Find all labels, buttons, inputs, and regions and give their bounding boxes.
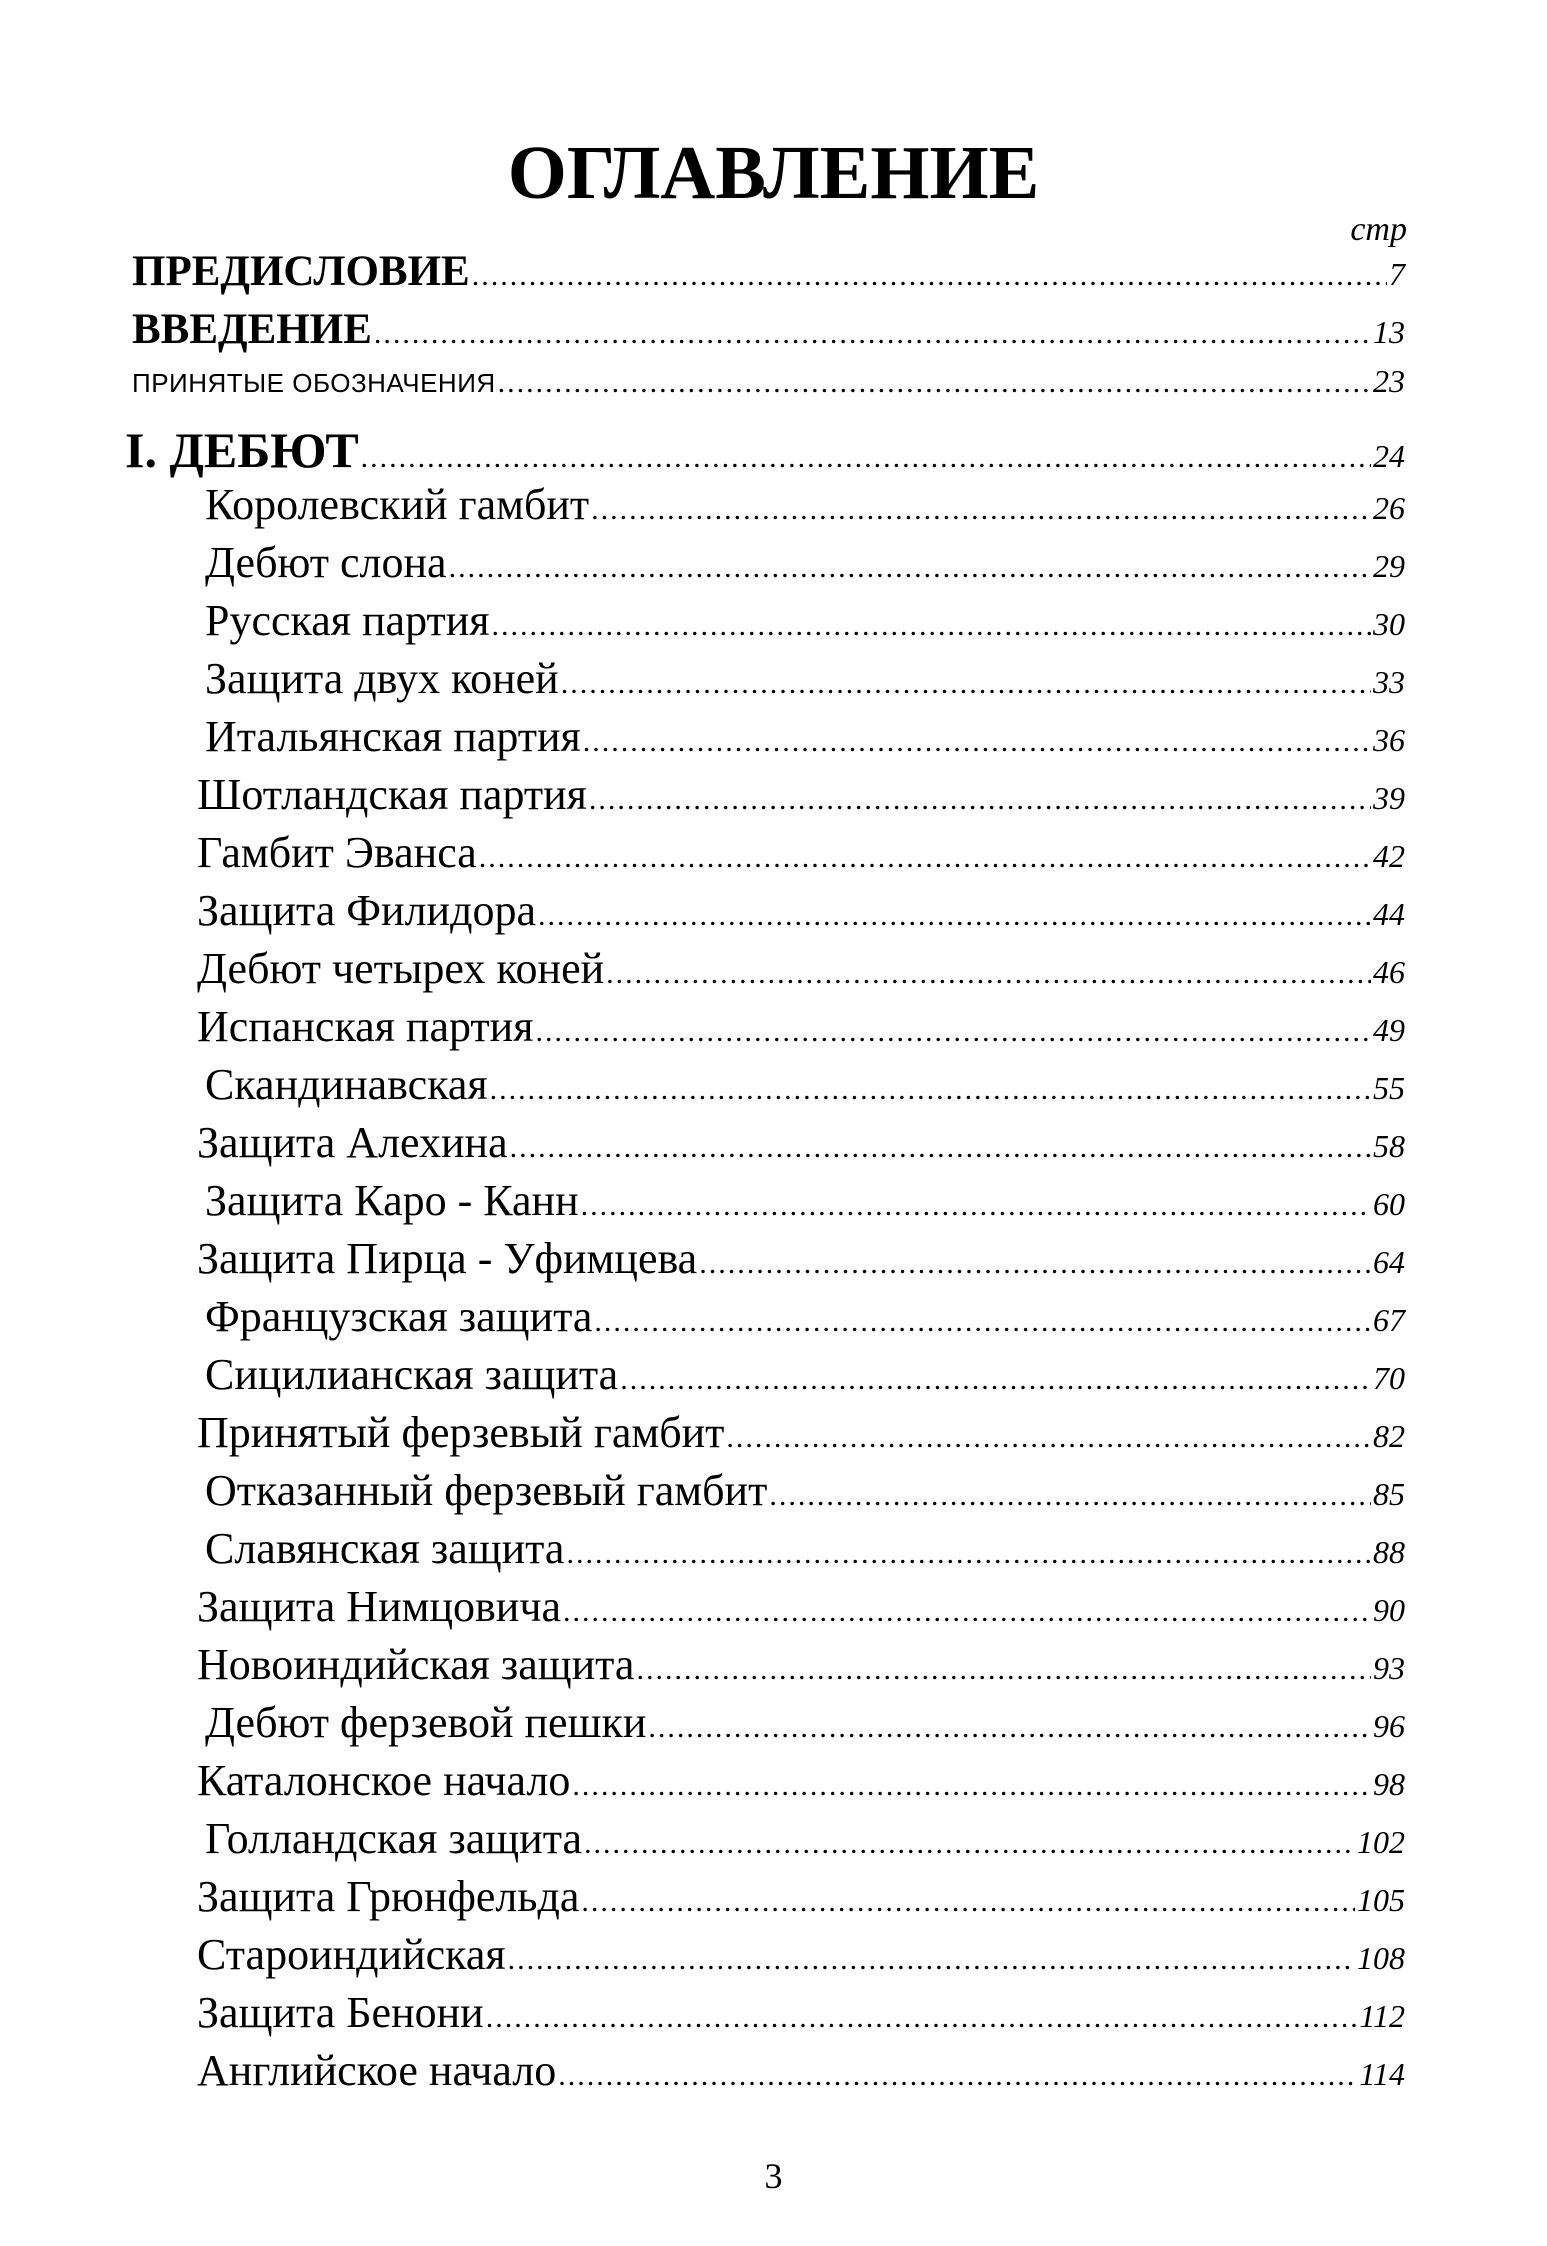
toc-entry[interactable] <box>0 421 1547 479</box>
toc-entry-title: Шотландская партия <box>197 770 587 819</box>
toc-entry-title: Гамбит Эванса <box>197 828 477 877</box>
toc-entry-page: 60 <box>1373 1186 1405 1222</box>
dot-leader <box>726 1421 1371 1455</box>
dot-leader <box>620 1363 1371 1397</box>
toc-entry-title: Защита Каро - Канн <box>205 1176 579 1225</box>
toc-entry-page: 58 <box>1373 1128 1405 1164</box>
toc-entry-title: Сицилианская защита <box>205 1350 619 1399</box>
toc-entry-page: 26 <box>1373 490 1405 526</box>
toc-entry-title: Итальянская партия <box>205 712 581 761</box>
dot-leader <box>769 1479 1371 1513</box>
page-title: ОГЛАВЛЕНИЕ <box>507 131 1040 215</box>
dot-leader <box>472 259 1387 293</box>
toc-entry-page: 82 <box>1373 1418 1405 1454</box>
toc-entry-page: 85 <box>1373 1476 1405 1512</box>
dot-leader <box>606 957 1371 991</box>
toc-entry-page: 46 <box>1373 954 1405 990</box>
toc-entry[interactable] <box>0 479 1547 537</box>
toc-entry-page: 30 <box>1373 606 1405 642</box>
toc-entry-title: Дебют слона <box>205 538 447 587</box>
toc-entry-page: 44 <box>1373 896 1405 932</box>
toc-entry-title: Защита Пирца - Уфимцева <box>197 1234 698 1283</box>
toc-entry-page: 24 <box>1373 438 1405 474</box>
toc-entry-page: 64 <box>1373 1244 1405 1280</box>
toc-entry-page: 105 <box>1357 1882 1405 1918</box>
toc-entry[interactable] <box>0 1697 1547 1755</box>
toc-entry-title: Дебют четырех коней <box>197 944 605 993</box>
toc-entry-page: 39 <box>1373 780 1405 816</box>
dot-leader <box>449 551 1371 585</box>
toc-entry[interactable] <box>0 1349 1547 1407</box>
toc-entry[interactable] <box>0 247 1547 305</box>
toc-entry[interactable] <box>0 653 1547 711</box>
toc-entry[interactable] <box>0 537 1547 595</box>
toc-entry[interactable] <box>0 1581 1547 1639</box>
toc-entry[interactable] <box>0 1465 1547 1523</box>
toc-entry-page: 93 <box>1373 1650 1405 1686</box>
toc-entry[interactable] <box>0 1407 1547 1465</box>
toc-entry[interactable] <box>0 595 1547 653</box>
toc-entry-page: 70 <box>1373 1360 1405 1396</box>
dot-leader <box>538 899 1371 933</box>
toc-entry-page: 49 <box>1373 1012 1405 1048</box>
toc-entry[interactable] <box>0 711 1547 769</box>
toc-entry-title: I. ДЕБЮТ <box>125 422 359 478</box>
dot-leader <box>486 2001 1358 2035</box>
dot-leader <box>566 1537 1371 1571</box>
dot-leader <box>361 441 1371 475</box>
toc-entry[interactable] <box>0 769 1547 827</box>
toc-entry[interactable] <box>0 885 1547 943</box>
page-number: 3 <box>764 2156 783 2196</box>
dot-leader <box>594 1305 1371 1339</box>
toc-entry-title: Скандинавская <box>205 1060 488 1109</box>
toc-entry[interactable] <box>0 305 1547 363</box>
toc-entry[interactable] <box>0 1117 1547 1175</box>
dot-leader <box>561 667 1371 701</box>
toc-entry-title: Староиндийская <box>197 1930 506 1979</box>
toc-entry[interactable] <box>0 363 1547 421</box>
toc-entry[interactable] <box>0 1639 1547 1697</box>
dot-leader <box>581 1189 1371 1223</box>
toc-entry[interactable] <box>0 1929 1547 1987</box>
dot-leader <box>492 609 1371 643</box>
toc-entry-title: ПРЕДИСЛОВИЕ <box>132 248 470 295</box>
toc-entry-title: Защита Бенони <box>197 1988 484 2037</box>
dot-leader <box>699 1247 1371 1281</box>
toc-entry-title: Защита Филидора <box>197 886 537 935</box>
dot-leader <box>563 1595 1371 1629</box>
toc-entry-page: 114 <box>1359 2056 1405 2092</box>
dot-leader <box>648 1711 1371 1745</box>
toc-entry-page: 29 <box>1373 548 1405 584</box>
dot-leader <box>584 1827 1355 1861</box>
toc-entry-title: Каталонское начало <box>197 1756 571 1805</box>
toc-entry-title: Новоиндийская защита <box>197 1640 635 1689</box>
dot-leader <box>572 1769 1371 1803</box>
toc-entry-page: 88 <box>1373 1534 1405 1570</box>
toc-entry[interactable] <box>0 2045 1547 2103</box>
toc-entry[interactable] <box>0 1175 1547 1233</box>
toc-entry[interactable] <box>0 1291 1547 1349</box>
toc-entry[interactable] <box>0 1755 1547 1813</box>
toc-entry-page: 33 <box>1373 664 1405 700</box>
toc-entry-page: 98 <box>1373 1766 1405 1802</box>
toc-entry-title: Отказанный ферзевый гамбит <box>205 1466 768 1515</box>
dot-leader <box>510 1131 1371 1165</box>
dot-leader <box>591 493 1371 527</box>
toc-entry[interactable] <box>0 1523 1547 1581</box>
toc-entry[interactable] <box>0 1871 1547 1929</box>
toc-entry-page: 36 <box>1373 722 1405 758</box>
dot-leader <box>479 841 1371 875</box>
toc-entry-page: 55 <box>1373 1070 1405 1106</box>
toc-entry-page: 23 <box>1373 363 1405 399</box>
toc-entry[interactable] <box>0 1987 1547 2045</box>
dot-leader <box>535 1015 1371 1049</box>
toc-entry-title: Русская партия <box>205 596 490 645</box>
toc-entry[interactable] <box>0 827 1547 885</box>
toc-entry-title: Французская защита <box>205 1292 593 1341</box>
dot-leader <box>589 783 1371 817</box>
toc-entry-page: 90 <box>1373 1592 1405 1628</box>
toc-entry-title: ВВЕДЕНИЕ <box>132 306 372 353</box>
toc-entry-title: Королевский гамбит <box>205 480 590 529</box>
page-column-header: стр <box>1350 211 1407 248</box>
toc-entry[interactable] <box>0 1001 1547 1059</box>
toc-entry-page: 7 <box>1389 256 1405 292</box>
toc-entry-page: 67 <box>1373 1302 1405 1338</box>
toc-entry[interactable] <box>0 1813 1547 1871</box>
table-of-contents <box>0 247 1547 2103</box>
toc-entry-title: ПРИНЯТЫЕ ОБОЗНАЧЕНИЯ <box>132 368 496 398</box>
dot-leader <box>583 725 1371 759</box>
toc-entry-page: 96 <box>1373 1708 1405 1744</box>
dot-leader <box>374 317 1371 351</box>
dot-leader <box>508 1943 1355 1977</box>
toc-entry[interactable] <box>0 943 1547 1001</box>
toc-entry-title: Дебют ферзевой пешки <box>205 1698 647 1747</box>
toc-entry-page: 13 <box>1373 314 1405 350</box>
toc-entry-title: Принятый ферзевый гамбит <box>197 1408 725 1457</box>
dot-leader <box>558 2059 1357 2093</box>
toc-entry-title: Английское начало <box>197 2046 557 2095</box>
toc-entry-page: 112 <box>1359 1998 1405 2034</box>
dot-leader <box>581 1885 1355 1919</box>
dot-leader <box>498 366 1371 400</box>
toc-entry-title: Защита Нимцовича <box>197 1582 561 1631</box>
toc-entry-page: 42 <box>1373 838 1405 874</box>
toc-entry[interactable] <box>0 1059 1547 1117</box>
toc-entry-title: Защита Алехина <box>197 1118 508 1167</box>
dot-leader <box>636 1653 1371 1687</box>
toc-entry-title: Славянская защита <box>205 1524 565 1573</box>
toc-entry-title: Голландская защита <box>205 1814 583 1863</box>
toc-entry-title: Защита Грюнфельда <box>197 1872 580 1921</box>
dot-leader <box>490 1073 1371 1107</box>
toc-entry-title: Испанская партия <box>197 1002 534 1051</box>
toc-entry-page: 108 <box>1357 1940 1405 1976</box>
toc-entry[interactable] <box>0 1233 1547 1291</box>
toc-entry-title: Защита двух коней <box>205 654 559 703</box>
toc-entry-page: 102 <box>1357 1824 1405 1860</box>
